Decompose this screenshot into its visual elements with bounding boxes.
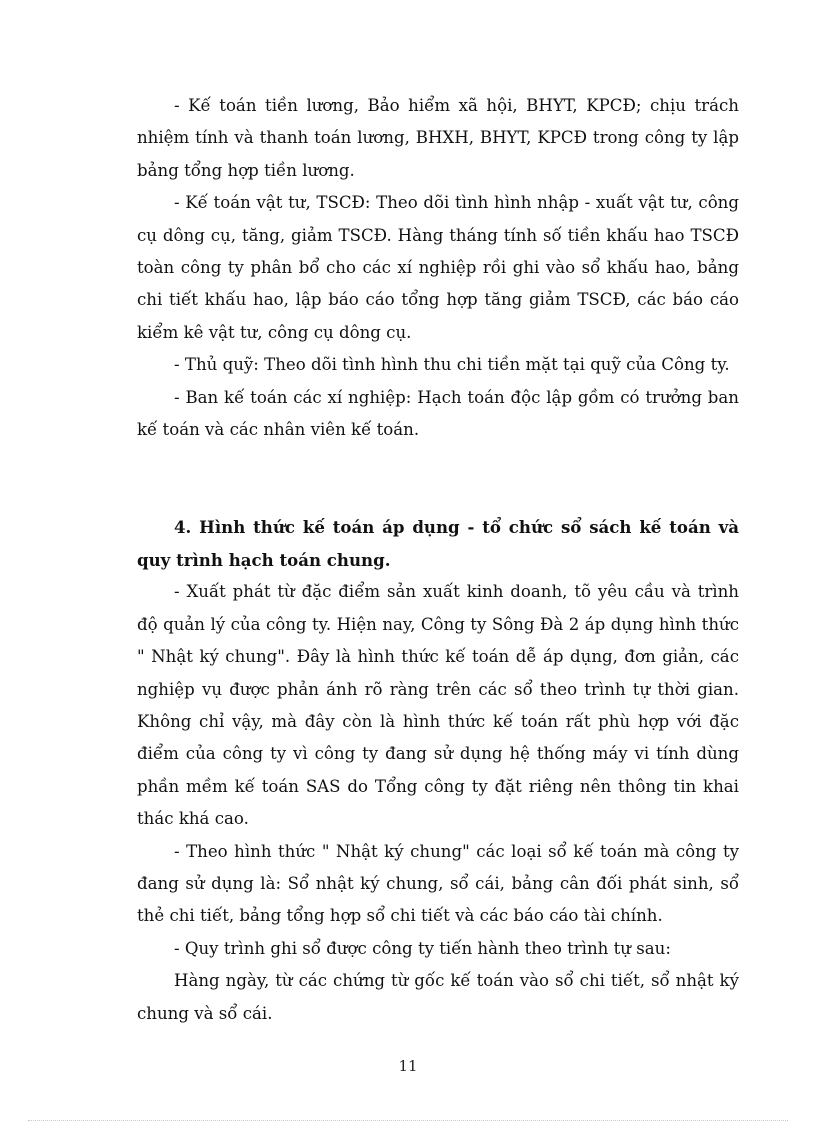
paragraph-ledger-types: - Theo hình thức " Nhật ký chung" các loại sổ kế toán mà công ty đang sử dụng là: Sổ nhật ký chung, sổ cái, bảng cân đối phát sinh, sổ thẻ chi tiết, bảng tổng hợp sổ chi tiết và các báo cáo tài chính. [137,841,739,926]
page-number: 11 [398,1057,418,1075]
paragraph-recording-procedure: - Quy trình ghi sổ được công ty tiến hành theo trình tự sau: [174,938,671,958]
page-edge-divider [28,1120,788,1121]
section-spacer [137,446,739,511]
paragraph-daily-recording: Hàng ngày, từ các chứng từ gốc kế toán vào sổ chi tiết, sổ nhật ký chung và sổ cái. [137,971,739,1023]
page-body [137,90,739,1030]
paragraph-enterprise-accounting: - Ban kế toán các xí nghiệp: Hạch toán độc lập gồm có trưởng ban kế toán và các nhân viên kế toán. [137,387,739,440]
section-heading: 4. Hình thức kế toán áp dụng - tổ chức sổ sách kế toán và quy trình hạch toán chung. [137,517,739,570]
paragraph-journal-form: - Xuất phát từ đặc điểm sản xuất kinh doanh, tõ yêu cầu và trình độ quản lý của công ty. Hiện nay, Công ty Sông Đà 2 áp dụng hình thức " Nhật ký chung". Đây là hình thức kế toán dễ áp dụng, đơn giản, các nghiệp vụ được phản ánh rõ ràng trên các sổ theo trình tự thời gian. Không chỉ vậy, mà đây còn là hình thức kế toán rất phù hợp với đặc điểm của công ty vì công ty đang sử dụng hệ thống máy vi tính dùng phần mềm kế toán SAS do Tổng công ty đặt riêng nên thông tin khai thác khá cao. [137,582,739,829]
paragraph-payroll-accounting: - Kế toán tiền lương, Bảo hiểm xã hội, BHYT, KPCĐ; chịu trách nhiệm tính và thanh toán lương, BHXH, BHYT, KPCĐ trong công ty lập bảng tổng hợp tiền lương. [137,96,739,180]
paragraph-treasurer: - Thủ quỹ: Theo dõi tình hình thu chi tiền mặt tại quỹ của Công ty. [174,355,730,375]
paragraph-materials-fixed-assets: - Kế toán vật tư, TSCĐ: Theo dõi tình hình nhập - xuất vật tư, công cụ dông cụ, tăng, giảm TSCĐ. Hàng tháng tính số tiền khấu hao TSCĐ toàn công ty phân bổ cho các xí nghiệp rồi ghi vào sổ khấu hao, bảng chi tiết khấu hao, lập báo cáo tổng hợp tăng giảm TSCĐ, các báo cáo kiểm kê vật tư, công cụ dông cụ. [137,193,739,342]
